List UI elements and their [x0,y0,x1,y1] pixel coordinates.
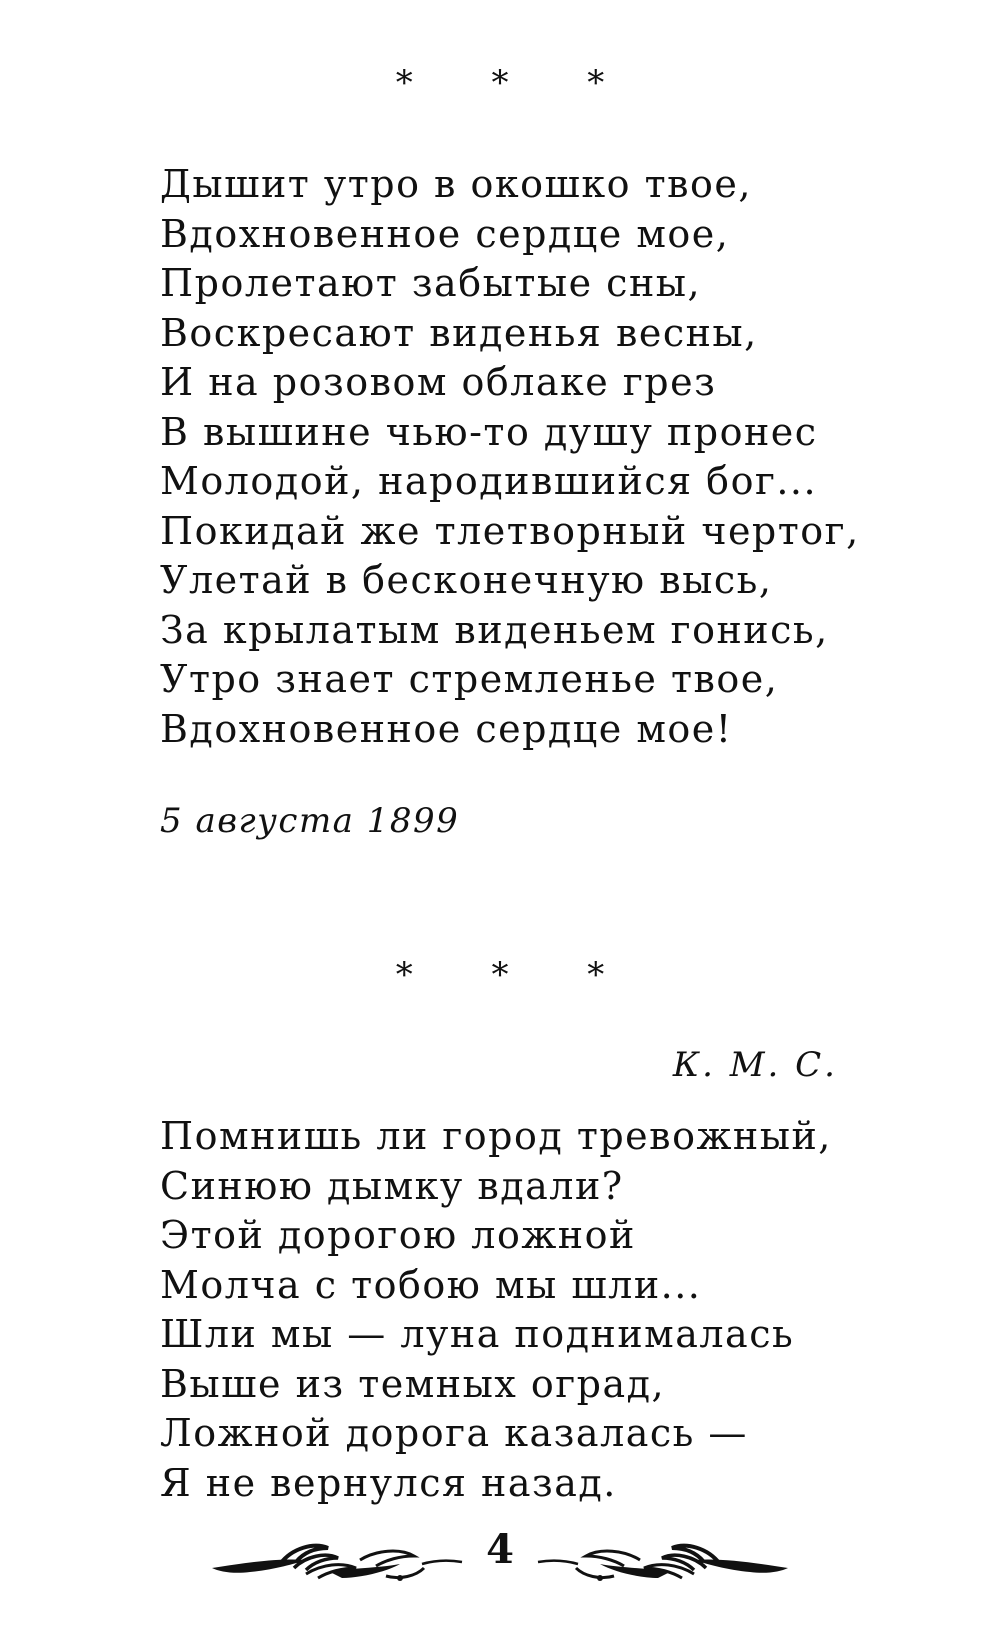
poem-line: Помнишь ли город тревожный, [160,1114,832,1158]
poem-line: Я не вернулся назад. [160,1460,617,1505]
poem-line: Вдохновенное сердце мое! [160,706,733,751]
poem-line: Дышит утро в окошко твое, [160,162,752,206]
poem-line: Синюю дымку вдали? [160,1163,624,1208]
poem-line: Молодой, народившийся бог... [160,459,818,503]
poem-line: За крылатым виденьем гонись, [160,607,829,652]
section-ornament-stars: * * * [395,63,639,103]
poem-line: Вдохновенное сердце мое, [160,211,730,256]
poem-dedication: К. М. С. [672,1045,838,1085]
poem-line: Выше из темных оград, [160,1361,666,1406]
poem-line: Этой дорогою ложной [160,1213,636,1257]
poem-1 [160,160,860,754]
poem-line: Ложной дорога казалась — [160,1411,748,1455]
poem-line: Молча с тобою мы шли... [160,1262,702,1307]
poem-line: И на розовом облаке грез [160,360,717,404]
poem-line: Шли мы — луна поднималась [160,1312,795,1356]
poem-line: Утро знает стремленье твое, [160,657,779,701]
poem-line: Улетай в бесконечную высь, [160,558,773,602]
poem-line: Пролетают забытые сны, [160,261,702,305]
flourish-ornament-right-icon [530,1534,790,1590]
page-number: 4 [486,1526,514,1573]
poem-line: В вышине чью-то душу пронес [160,409,818,454]
poem-date: 5 августа 1899 [160,801,460,841]
section-ornament-stars: * * * [395,955,639,995]
poem-line: Покидай же тлетворный чертог, [160,508,860,553]
poem-line: Воскресают виденья весны, [160,310,758,355]
poem-2 [160,1112,832,1508]
